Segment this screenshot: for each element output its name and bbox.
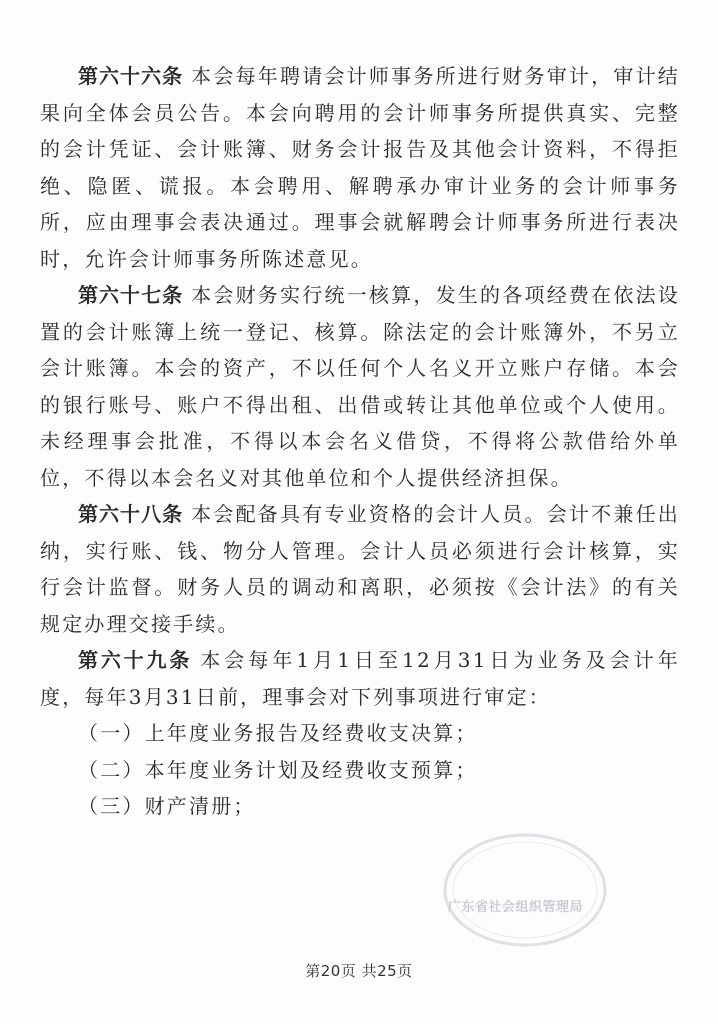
- article-number: 第六十七条: [78, 283, 184, 307]
- article-text: 本会每年1月1日至12月31日为业务及会计年度，每年3月31日前，理事会对下列事项进行审定：: [40, 648, 680, 709]
- article-number: 第六十九条: [78, 648, 193, 672]
- article-text: 本会财务实行统一核算，发生的各项经费在依法设置的会计账簿上统一登记、核算。除法定的会计账簿外，不另立会计账簿。本会的资产，不以任何个人名义开立账户存储。本会的银行账号、账户不得出租、出借或转让其他单位或个人使用。未经理事会批准，不得以本会名义借贷，不得将公款借给外单位，不得以本会名义对其他单位和个人提供经济担保。: [40, 283, 681, 490]
- list-item: （一）上年度业务报告及经费收支决算；: [78, 721, 478, 745]
- official-seal-icon: [440, 830, 610, 950]
- article-69: [40, 642, 680, 715]
- article-66: [40, 58, 680, 277]
- page-number: 第20页 共25页: [305, 962, 413, 980]
- article-text: 本会配备具有专业资格的会计人员。会计不兼任出纳，实行账、钱、物分人管理。会计人员必须进行会计核算，实行会计监督。财务人员的调动和离职，必须按《会计法》的有关规定办理交接手续。: [40, 502, 681, 636]
- article-68: [40, 496, 680, 642]
- document-body: [40, 58, 680, 825]
- list-item: （二）本年度业务计划及经费收支预算；: [78, 757, 478, 782]
- article-67: [40, 277, 680, 496]
- article-number: 第六十八条: [78, 502, 184, 526]
- seal-text: 广东省社会组织管理局: [448, 900, 584, 915]
- article-text: 本会每年聘请会计师事务所进行财务审计，审计结果向全体会员公告。本会向聘用的会计师事务所提供真实、完整的会计凭证、会计账簿、财务会计报告及其他会计资料，不得拒绝、隐匿、谎报。本会聘用、解聘承办审计业务的会计师事务所，应由理事会表决通过。理事会就解聘会计师事务所进行表决时，允许会计师事务所陈述意见。: [40, 64, 681, 271]
- list-item: （三）财产清册；: [78, 794, 256, 818]
- article-69-item-list: [40, 715, 680, 825]
- article-number: 第六十六条: [78, 64, 184, 88]
